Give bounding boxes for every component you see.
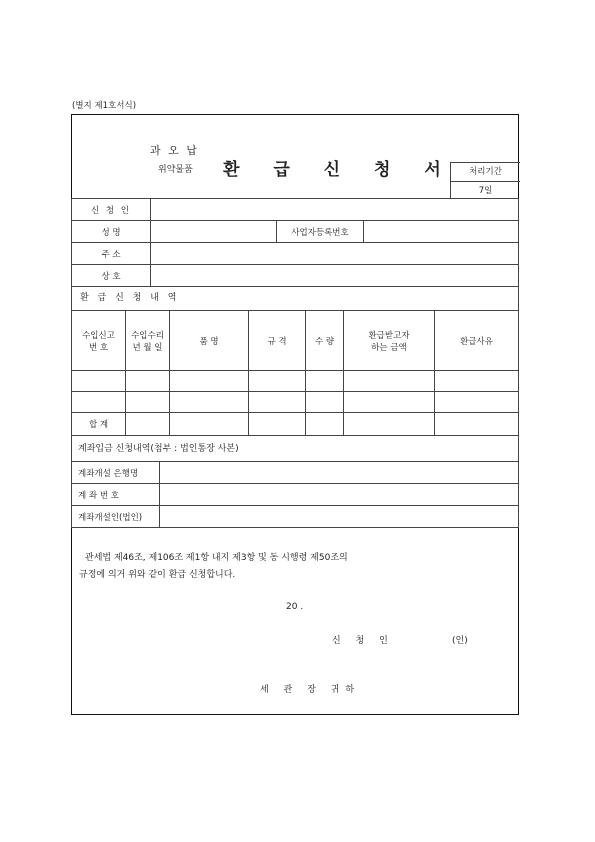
account-number-label: 계 좌 번 호 — [72, 484, 160, 506]
company-field[interactable] — [151, 265, 519, 287]
processing-period-label: 처리기간 — [451, 163, 520, 182]
bank-name-label: 계좌개설 은행명 — [72, 462, 160, 484]
signature-applicant-label: 신 청 인 — [332, 636, 394, 646]
col-item-name: 품 명 — [170, 311, 249, 371]
col-spec: 규 격 — [249, 311, 306, 371]
refund-items-table — [71, 310, 519, 436]
applicant-field[interactable] — [151, 199, 519, 221]
seal-mark[interactable]: (인) — [452, 636, 468, 646]
addressee: 세 관 장 귀하 — [260, 685, 361, 695]
applicant-header: 신 청 인 — [72, 199, 151, 221]
account-section-title: 계좌입금 신청내역(첨부 : 법인통장 사본) — [71, 435, 519, 462]
table-row — [72, 371, 519, 392]
company-label: 상 호 — [72, 265, 151, 287]
address-label: 주 소 — [72, 243, 151, 265]
application-form — [71, 114, 519, 715]
col-refund-reason: 환급사유 — [435, 311, 519, 371]
name-label: 성 명 — [72, 221, 151, 243]
col-import-date: 수입수리 년 월 일 — [126, 311, 170, 371]
biz-reg-field[interactable] — [364, 221, 519, 243]
processing-period-value: 7일 — [478, 186, 493, 196]
items-header-row — [72, 311, 519, 371]
processing-period-box — [450, 162, 520, 198]
col-quantity: 수 량 — [306, 311, 344, 371]
total-row — [72, 413, 519, 436]
bank-name-field[interactable] — [160, 462, 519, 484]
title-prefix-line1: 과 오 납 — [150, 144, 199, 157]
declaration-line2: 규정에 의거 위와 같이 환급 신청합니다. — [79, 570, 236, 580]
biz-reg-label: 사업자등록번호 — [277, 221, 364, 243]
table-row — [72, 392, 519, 413]
date-field[interactable]: 20 . — [286, 602, 304, 612]
address-field[interactable] — [151, 243, 519, 265]
name-field[interactable] — [151, 221, 277, 243]
form-title: 환 급 신 청 서 — [223, 160, 455, 180]
declaration-line1: 관세법 제46조, 제106조 제1항 내지 제3항 및 동 시행령 제50조의 — [85, 553, 348, 563]
account-number-field[interactable] — [160, 484, 519, 506]
title-area — [72, 115, 518, 198]
col-import-number: 수입신고 번 호 — [72, 311, 126, 371]
account-table — [71, 461, 519, 528]
refund-details-title: 환 급 신 청 내 역 — [71, 286, 519, 311]
title-prefix-line2: 위약물품 — [158, 165, 193, 175]
total-label: 합 계 — [72, 413, 126, 436]
applicant-table — [71, 198, 519, 287]
col-refund-amount: 환급받고자 하는 금액 — [344, 311, 435, 371]
form-number-label: (별지 제1호서식) — [72, 101, 137, 111]
account-holder-label: 계좌개설인(법인) — [72, 506, 160, 528]
